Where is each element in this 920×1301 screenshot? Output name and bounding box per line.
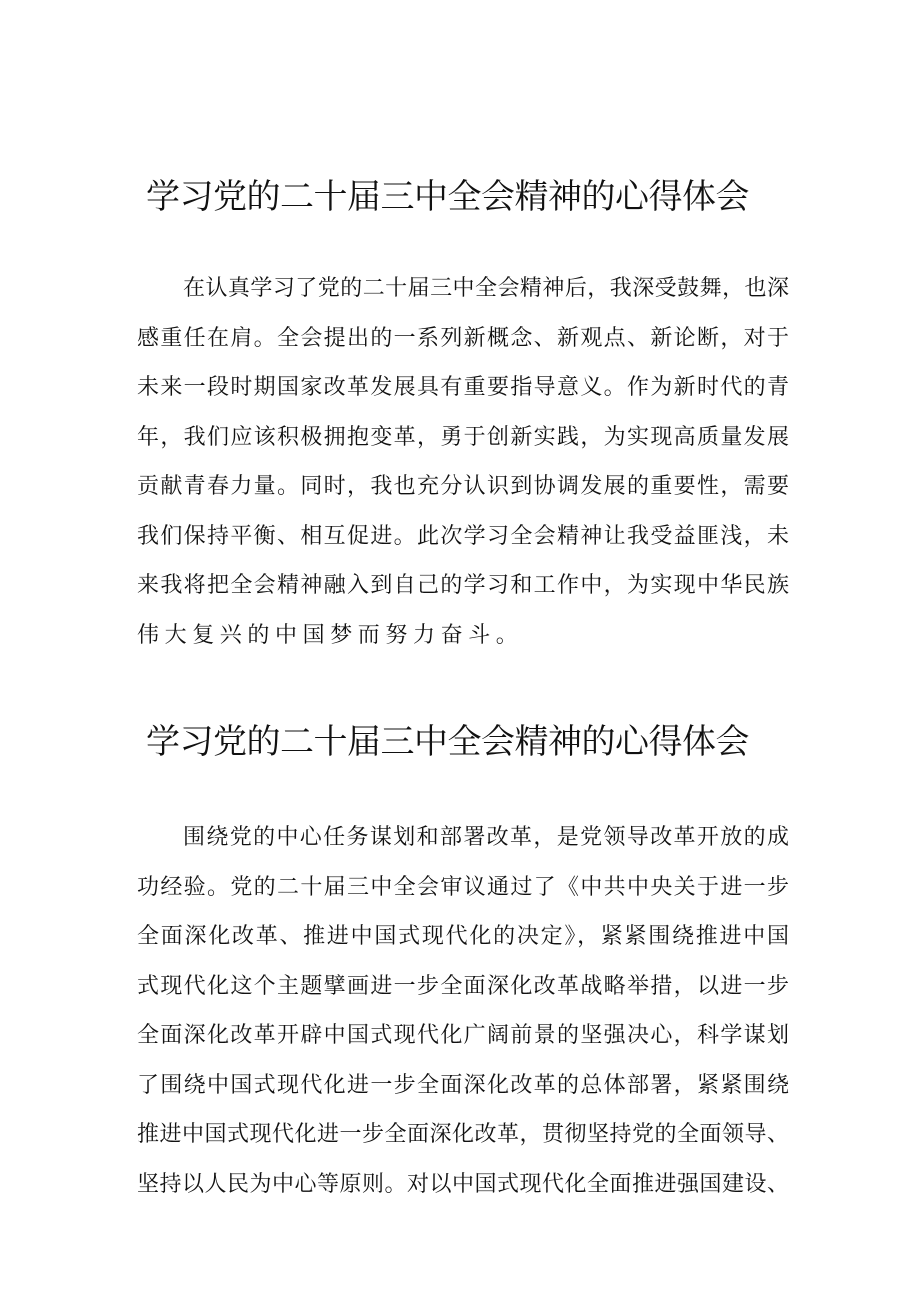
- paragraph-line: 来我将把全会精神融入到自己的学习和工作中，为实现中华民族: [137, 573, 789, 598]
- paragraph-line: 了围绕中国式现代化进一步全面深化改革的总体部署，紧紧围绕: [137, 1072, 789, 1098]
- paragraph-line: 推进中国式现代化进一步全面深化改革，贯彻坚持党的全面领导、: [137, 1122, 789, 1147]
- paragraph-line: 全面深化改革开辟中国式现代化广阔前景的坚强决心，科学谋划: [137, 1023, 789, 1048]
- section-title-1: 学习党的二十届三中全会精神的心得体会: [146, 177, 749, 217]
- section-body-2: [137, 813, 789, 1209]
- paragraph-line: 年，我们应该积极拥抱变革，勇于创新实践，为实现高质量发展: [137, 424, 789, 450]
- paragraph-line: 围绕党的中心任务谋划和部署改革，是党领导改革开放的成: [183, 825, 789, 850]
- paragraph-line: 在认真学习了党的二十届三中全会精神后，我深受鼓舞，也深: [183, 276, 789, 301]
- paragraph-line: 贡献青春力量。同时，我也充分认识到协调发展的重要性，需要: [137, 474, 789, 499]
- paragraph-line: 感重任在肩。全会提出的一系列新概念、新观点、新论断，对于: [137, 325, 789, 351]
- section-title-2: 学习党的二十届三中全会精神的心得体会: [146, 722, 749, 762]
- section-body-1: [137, 264, 789, 660]
- paragraph-line: 伟大复兴的中国梦而努力奋斗。: [137, 622, 524, 648]
- paragraph-line: 功经验。党的二十届三中全会审议通过了《中共中央关于进一步: [137, 874, 789, 900]
- paragraph-line: 我们保持平衡、相互促进。此次学习全会精神让我受益匪浅，未: [137, 523, 789, 549]
- paragraph-line: 式现代化这个主题擘画进一步全面深化改革战略举措，以进一步: [137, 973, 789, 999]
- paragraph-line: 坚持以人民为中心等原则。对以中国式现代化全面推进强国建设、: [137, 1171, 789, 1197]
- paragraph-line: 全面深化改革、推进中国式现代化的决定》，紧紧围绕推进中国: [137, 924, 789, 949]
- paragraph-line: 未来一段时期国家改革发展具有重要指导意义。作为新时代的青: [137, 375, 789, 400]
